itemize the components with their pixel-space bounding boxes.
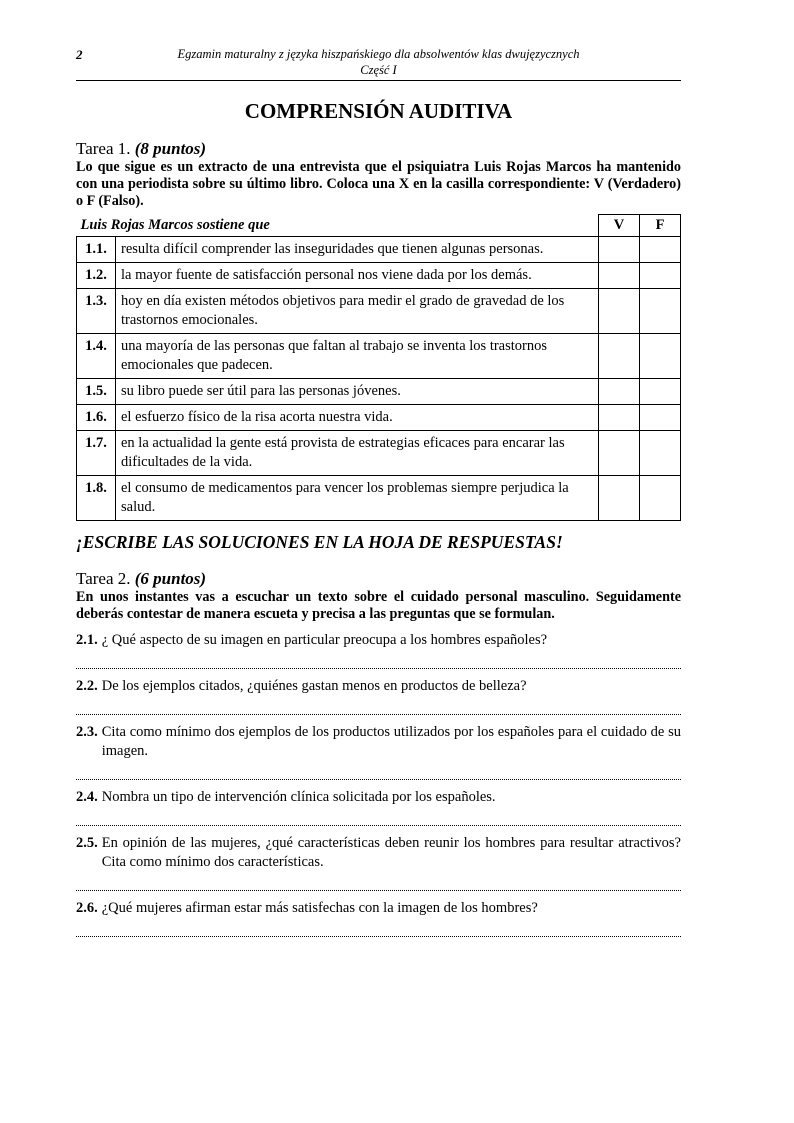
answer-box-v[interactable] bbox=[599, 431, 640, 476]
header-title bbox=[76, 46, 681, 78]
answer-line[interactable] bbox=[76, 662, 681, 669]
answer-box-f[interactable] bbox=[640, 334, 681, 379]
item-statement: la mayor fuente de satisfacción personal nos viene dada por los demás. bbox=[116, 263, 599, 289]
task1-points: (8 puntos) bbox=[134, 139, 207, 158]
task2-label: Tarea 2. bbox=[76, 569, 131, 588]
page-header bbox=[76, 44, 681, 81]
item-number: 1.3. bbox=[77, 289, 116, 334]
table-row bbox=[77, 476, 681, 521]
task2-instructions: En unos instantes vas a escuchar un texto sobre el cuidado personal masculino. Seguidamente deberás contestar de manera escueta y precisa a las preguntas que se formulan. bbox=[76, 589, 681, 622]
answer-box-v[interactable] bbox=[599, 405, 640, 431]
question-item bbox=[76, 631, 681, 650]
item-number: 1.2. bbox=[77, 263, 116, 289]
answer-box-v[interactable] bbox=[599, 476, 640, 521]
question-text: En opinión de las mujeres, ¿qué características deben reunir los hombres para resultar atractivos? Cita como mínimo dos características. bbox=[101, 835, 681, 870]
answer-line[interactable] bbox=[76, 930, 681, 937]
task1-label: Tarea 1. bbox=[76, 139, 131, 158]
table-row bbox=[77, 237, 681, 263]
item-statement: el esfuerzo físico de la risa acorta nuestra vida. bbox=[116, 405, 599, 431]
question-number: 2.5. bbox=[76, 835, 98, 851]
answer-box-f[interactable] bbox=[640, 379, 681, 405]
item-statement: el consumo de medicamentos para vencer los problemas siempre perjudica la salud. bbox=[116, 476, 599, 521]
item-statement: una mayoría de las personas que faltan al trabajo se inventa los trastornos emocionales que padecen. bbox=[116, 334, 599, 379]
answer-line[interactable] bbox=[76, 884, 681, 891]
header-title-line1: Egzamin maturalny z języka hiszpańskiego dla absolwentów klas dwujęzycznych bbox=[177, 47, 580, 61]
table-row bbox=[77, 289, 681, 334]
question-item bbox=[76, 899, 681, 918]
table-row bbox=[77, 379, 681, 405]
table-lead-text: Luis Rojas Marcos sostiene que bbox=[77, 215, 599, 237]
item-statement: su libro puede ser útil para las personas jóvenes. bbox=[116, 379, 599, 405]
answer-box-f[interactable] bbox=[640, 476, 681, 521]
column-header-v: V bbox=[599, 215, 640, 237]
question-item bbox=[76, 788, 681, 807]
table-row bbox=[77, 431, 681, 476]
answer-line[interactable] bbox=[76, 708, 681, 715]
table-row bbox=[77, 263, 681, 289]
answer-line[interactable] bbox=[76, 773, 681, 780]
item-statement: resulta difícil comprender las inseguridades que tienen algunas personas. bbox=[116, 237, 599, 263]
exam-page bbox=[76, 44, 681, 937]
question-text: ¿Qué mujeres afirman estar más satisfechas con la imagen de los hombres? bbox=[101, 900, 538, 916]
answer-sheet-reminder: ¡ESCRIBE LAS SOLUCIONES EN LA HOJA DE RESPUESTAS! bbox=[76, 532, 563, 552]
answer-box-v[interactable] bbox=[599, 334, 640, 379]
question-number: 2.6. bbox=[76, 900, 98, 916]
question-text: Cita como mínimo dos ejemplos de los productos utilizados por los españoles para el cuidado de su imagen. bbox=[101, 724, 681, 759]
answer-box-f[interactable] bbox=[640, 431, 681, 476]
question-item bbox=[76, 723, 681, 761]
table-row bbox=[77, 334, 681, 379]
answer-box-f[interactable] bbox=[640, 263, 681, 289]
answer-box-v[interactable] bbox=[599, 263, 640, 289]
task1-title bbox=[76, 139, 681, 159]
answer-box-v[interactable] bbox=[599, 289, 640, 334]
question-item bbox=[76, 834, 681, 872]
item-statement: en la actualidad la gente está provista de estrategias eficaces para encarar las dificultades de la vida. bbox=[116, 431, 599, 476]
answer-box-f[interactable] bbox=[640, 405, 681, 431]
column-header-f: F bbox=[640, 215, 681, 237]
item-number: 1.7. bbox=[77, 431, 116, 476]
answer-box-v[interactable] bbox=[599, 237, 640, 263]
item-number: 1.5. bbox=[77, 379, 116, 405]
section-title: COMPRENSIÓN AUDITIVA bbox=[244, 99, 513, 123]
table-row bbox=[77, 405, 681, 431]
header-title-line2: Część I bbox=[360, 63, 397, 77]
item-number: 1.1. bbox=[77, 237, 116, 263]
answer-box-f[interactable] bbox=[640, 289, 681, 334]
answer-line[interactable] bbox=[76, 819, 681, 826]
table-header-row bbox=[77, 215, 681, 237]
task2-title bbox=[76, 569, 681, 589]
true-false-table bbox=[76, 214, 681, 521]
question-number: 2.3. bbox=[76, 724, 98, 740]
task2-points: (6 puntos) bbox=[134, 569, 207, 588]
page-number: 2 bbox=[76, 47, 83, 62]
question-text: De los ejemplos citados, ¿quiénes gastan menos en productos de belleza? bbox=[101, 678, 527, 694]
question-item bbox=[76, 677, 681, 696]
item-statement: hoy en día existen métodos objetivos para medir el grado de gravedad de los trastornos emocionales. bbox=[116, 289, 599, 334]
question-number: 2.2. bbox=[76, 678, 98, 694]
answer-box-f[interactable] bbox=[640, 237, 681, 263]
item-number: 1.4. bbox=[77, 334, 116, 379]
answer-box-v[interactable] bbox=[599, 379, 640, 405]
question-number: 2.1. bbox=[76, 632, 98, 648]
question-text: Nombra un tipo de intervención clínica solicitada por los españoles. bbox=[101, 789, 496, 805]
question-text: ¿ Qué aspecto de su imagen en particular preocupa a los hombres españoles? bbox=[101, 632, 548, 648]
item-number: 1.8. bbox=[77, 476, 116, 521]
task1-instructions: Lo que sigue es un extracto de una entrevista que el psiquiatra Luis Rojas Marcos ha mantenido con una periodista sobre su último libro. Coloca una X en la casilla correspondiente: V (Verdadero) o F (Falso). bbox=[76, 159, 681, 209]
question-number: 2.4. bbox=[76, 789, 98, 805]
item-number: 1.6. bbox=[77, 405, 116, 431]
